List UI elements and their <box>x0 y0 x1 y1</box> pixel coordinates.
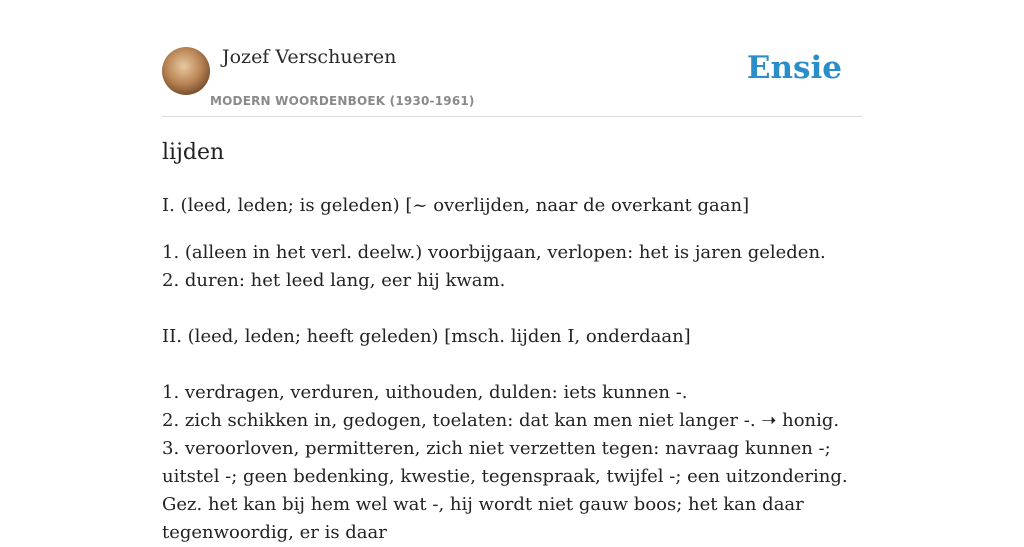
ensie-logo[interactable]: Ensie <box>746 50 842 86</box>
author-avatar[interactable] <box>162 47 210 95</box>
spacer <box>162 295 864 323</box>
headword: lijden <box>162 140 225 165</box>
section-2-line-2 <box>162 407 864 435</box>
cross-reference-link[interactable]: honig. <box>782 410 840 431</box>
spacer <box>162 351 864 379</box>
entry-header <box>162 40 862 117</box>
cross-reference-arrow-icon: ➝ <box>761 410 777 431</box>
section-2-line-2-text: 2. zich schikken in, gedogen, toelaten: dat kan men niet langer -. <box>162 410 756 431</box>
section-2-line-3: 3. veroorloven, permitteren, zich niet verzetten tegen: navraag kunnen -; uitstel -; geen bedenking, kwestie, tegenspraak, twijfel -; een uitzondering. Gez. het kan bij hem wel wat -, hij wordt niet gauw boos; het kan daar tegenwoordig, er is daar <box>162 438 848 543</box>
section-1-heading: I. (leed, leden; is geleden) [~ overlijden, naar de overkant gaan] <box>162 195 750 216</box>
section-2-heading: II. (leed, leden; heeft geleden) [msch. lijden I, onderdaan] <box>162 326 691 347</box>
author-name[interactable]: Jozef Verschueren <box>222 46 397 68</box>
section-1-line-2: 2. duren: het leed lang, eer hij kwam. <box>162 270 506 291</box>
section-1-line-1: 1. (alleen in het verl. deelw.) voorbijgaan, verlopen: het is jaren geleden. <box>162 242 826 263</box>
section-2-line-1: 1. verdragen, verduren, uithouden, dulden: iets kunnen -. <box>162 382 688 403</box>
definition-body <box>162 192 864 547</box>
source-dictionary[interactable]: MODERN WOORDENBOEK (1930-1961) <box>210 94 475 108</box>
